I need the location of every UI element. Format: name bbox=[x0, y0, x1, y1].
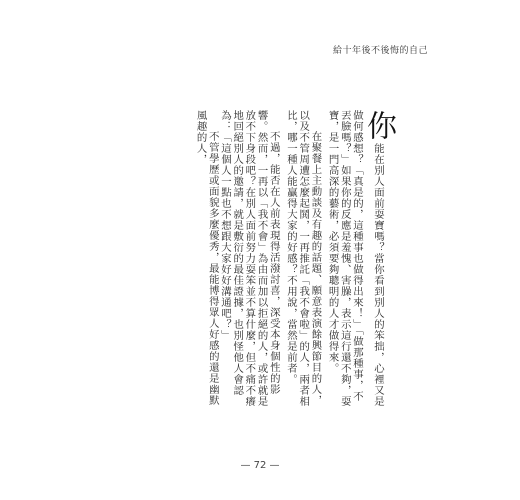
paragraph-1 bbox=[326, 110, 396, 410]
drop-cap: 你 bbox=[361, 110, 396, 141]
page-number: — 72 — bbox=[240, 460, 280, 471]
running-head: 給十年後不後悔的自己 bbox=[332, 46, 428, 56]
paragraph-4: 不管學歷或面貌多麼優秀，最能博得眾人好感的還是幽默風趣的人， bbox=[194, 110, 219, 406]
body-text bbox=[194, 110, 398, 410]
paragraph-3: 不過，能否在人前表現得活潑討喜，深受本身個性的影響。然而，一再以「我不會」為由而加以拒絕的人，或許就是放不下身段吧？在別人面前努力耍笨並不算什麼，但不痛不癢地回絕別人的邀請，就是敷衍的最佳證據，也別怪他人會認為：「這個人一點也不想跟大家好好溝通吧？」 bbox=[218, 110, 280, 407]
paragraph-1-text: 能在別人面前耍寶嗎？當你看到別人的笨拙，心裡又是做何感想？「真是的，這種事也做得出來！」「做那種事，不丟臉嗎？」如果你的反應是羞愧、害臊，表示這行還不夠，耍寶，是一門高深的藝術，必須要夠聰明的人才做得來。 bbox=[326, 110, 384, 407]
paragraph-2: 在聚餐上主動談及有趣的話題、願意表演餘興節目的人，以及不管周遭怎麼起鬨，一再推託「我不會啦」的人，兩者相比，哪一種人能贏得大家的好感？不用說，當然是前者。 bbox=[284, 110, 322, 407]
